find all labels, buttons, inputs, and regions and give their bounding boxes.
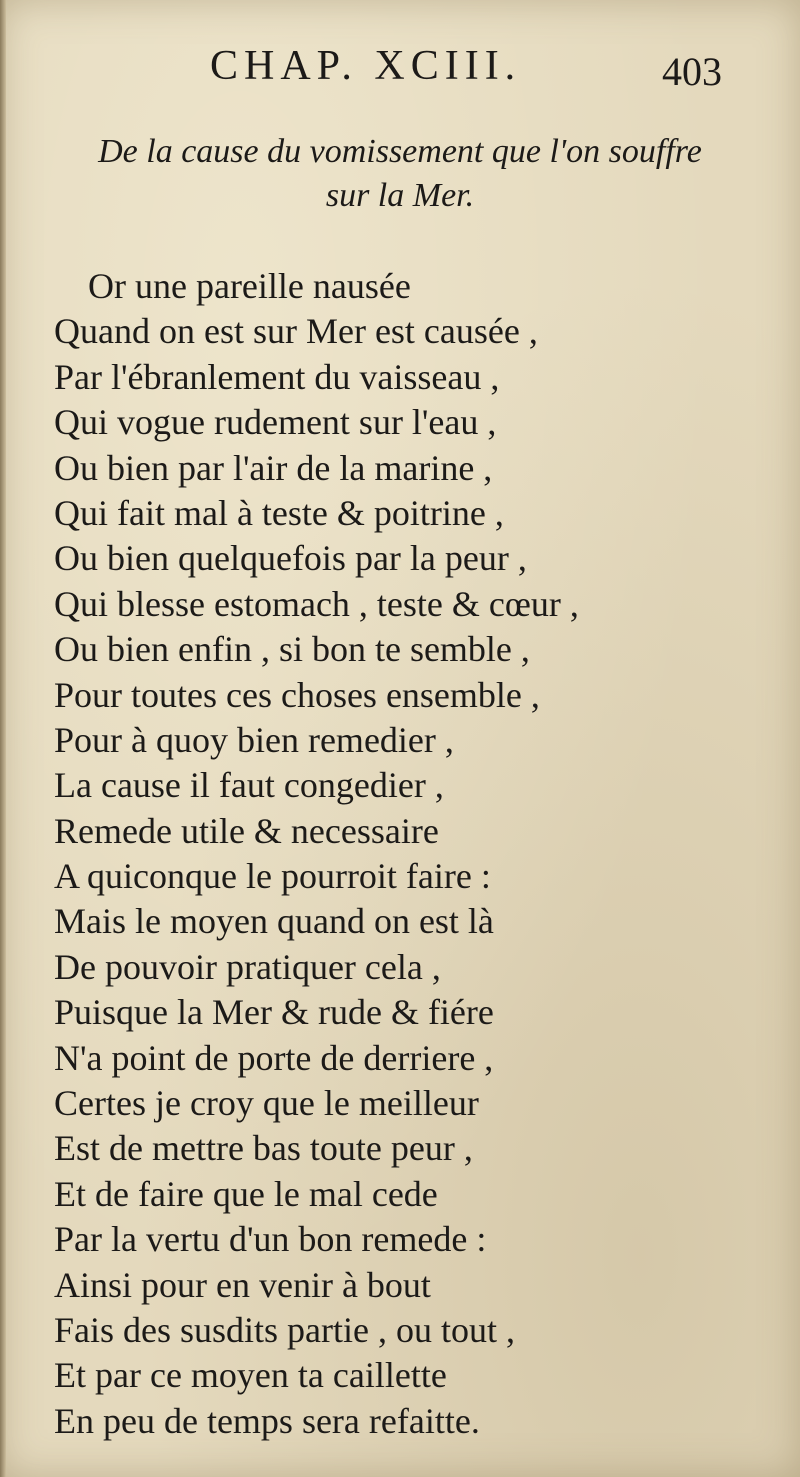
chapter-title-line: De la cause du vomissement que l'on souffre (98, 133, 702, 170)
verse-line: Fais des susdits partie , ou tout , (54, 1309, 515, 1350)
verse-line: Par l'ébranlement du vaisseau , (54, 356, 500, 397)
verse-line: Ainsi pour en venir à bout (54, 1264, 431, 1305)
verse-line: Or une pareille nausée (88, 266, 411, 306)
page-binding-edge (0, 0, 6, 1477)
verse-line: Pour à quoy bien remedier , (54, 719, 454, 760)
verse-line: Est de mettre bas toute peur , (54, 1128, 473, 1169)
page-number: 403 (662, 49, 722, 94)
verse-line: Remede utile & necessaire (54, 810, 439, 851)
verse-line: Qui vogue rudement sur l'eau , (54, 402, 497, 443)
verse-line: Certes je croy que le meilleur (54, 1083, 479, 1124)
verse-line: Pour toutes ces choses ensemble , (54, 674, 540, 715)
verse-line: Ou bien quelquefois par la peur , (54, 538, 527, 579)
verse-line: N'a point de porte de derriere , (54, 1037, 494, 1078)
verse-line: Quand on est sur Mer est causée , (54, 311, 538, 352)
chapter-title (40, 130, 760, 218)
verse-line: De pouvoir pratiquer cela , (54, 946, 441, 987)
verse-line: Ou bien enfin , si bon te semble , (54, 629, 530, 670)
verse-line: Puisque la Mer & rude & fiére (54, 992, 494, 1033)
running-head: CHAP. XCIII. (210, 43, 522, 89)
verse-line: Qui fait mal à teste & poitrine , (54, 492, 504, 533)
verse-line: Et de faire que le mal cede (54, 1173, 438, 1214)
verse-line: En peu de temps sera refaitte. (54, 1400, 480, 1441)
chapter-title-line: sur la Mer. (325, 177, 475, 214)
verse-line: Qui blesse estomach , teste & cœur , (54, 583, 579, 624)
verse-line: Et par ce moyen ta caillette (54, 1355, 447, 1396)
page-header (0, 40, 800, 100)
verse-line: Par la vertu d'un bon remede : (54, 1219, 487, 1260)
verse-line: Ou bien par l'air de la marine , (54, 447, 493, 488)
poem-verse (54, 264, 754, 1444)
verse-line: La cause il faut congedier , (54, 765, 444, 806)
verse-line: Mais le moyen quand on est là (54, 901, 494, 942)
verse-line: A quiconque le pourroit faire : (54, 856, 491, 897)
